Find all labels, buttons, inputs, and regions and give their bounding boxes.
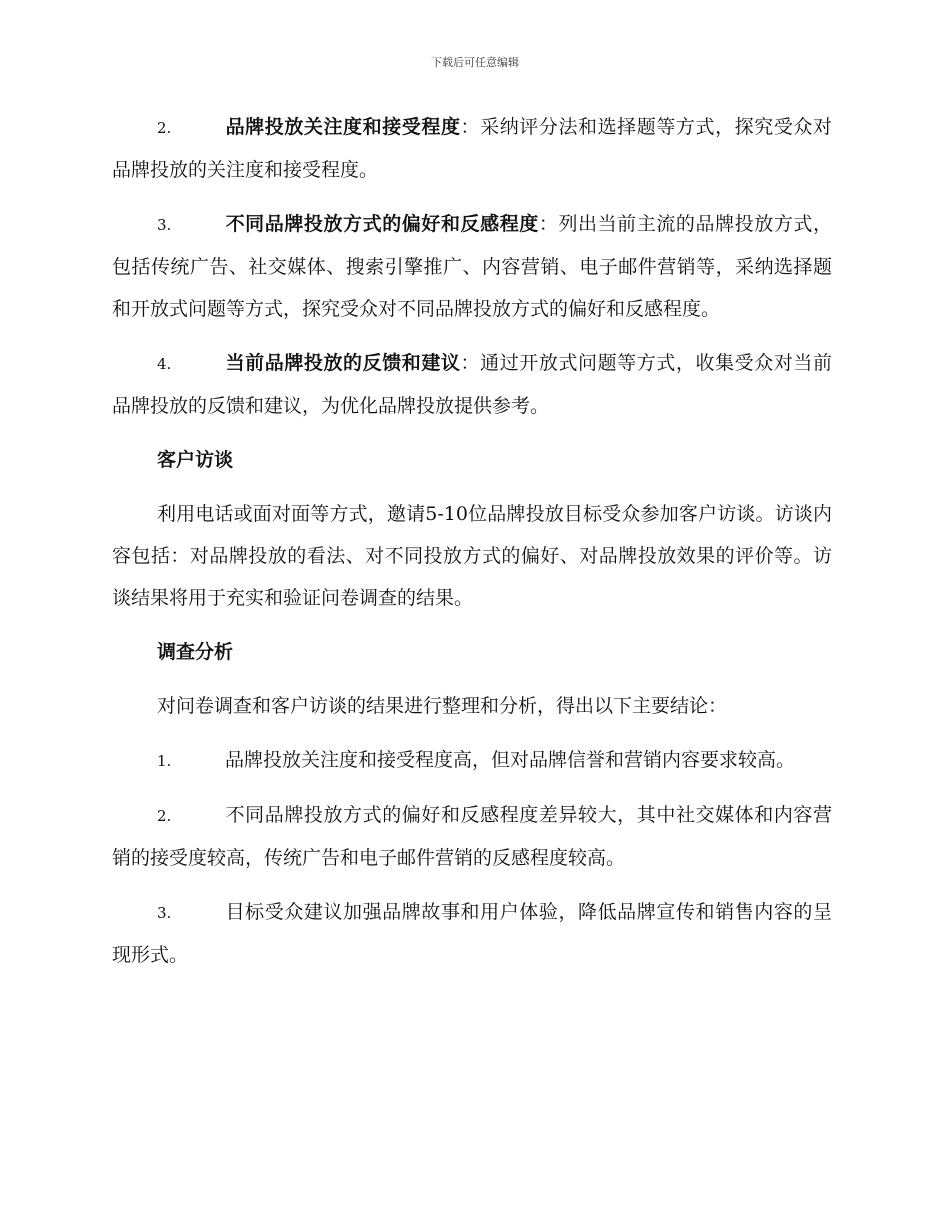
conclusion-item — [112, 739, 832, 782]
item-number: 4. — [157, 355, 172, 373]
item-text: ：通过开放式问题等方式，收集受众对当前品牌投放的反馈和建议，为优化品牌投放提供参考。 — [112, 352, 832, 417]
item-text: ：采纳评分法和选择题等方式，探究受众对品牌投放的关注度和接受程度。 — [112, 116, 832, 181]
document-body — [112, 106, 832, 988]
list-item — [112, 203, 832, 330]
section-heading-analysis: 调查分析 — [157, 641, 234, 663]
list-item — [112, 342, 832, 427]
item-text: 不同品牌投放方式的偏好和反感程度差异较大，其中社交媒体和内容营销的接受度较高，传统广告和电子邮件营销的反感程度较高。 — [112, 804, 832, 869]
item-number: 3. — [157, 904, 172, 922]
section-heading-interview: 客户访谈 — [157, 449, 234, 471]
item-title: 当前品牌投放的反馈和建议 — [225, 352, 461, 374]
conclusion-item — [112, 891, 832, 976]
conclusion-item — [112, 794, 832, 879]
item-title: 不同品牌投放方式的偏好和反感程度 — [225, 213, 539, 235]
item-number: 2. — [157, 807, 172, 825]
page-header: 下载后可任意编辑 — [431, 56, 519, 69]
item-title: 品牌投放关注度和接受程度 — [225, 116, 461, 138]
item-number: 2. — [157, 119, 172, 137]
list-item — [112, 106, 832, 191]
item-text: 品牌投放关注度和接受程度高，但对品牌信誉和营销内容要求较高。 — [225, 749, 796, 771]
interview-paragraph: 利用电话或面对面等方式，邀请5-10位品牌投放目标受众参加客户访谈。访谈内容包括：对品牌投放的看法、对不同投放方式的偏好、对品牌投放效果的评价等。访谈结果将用于充实和验证问卷调查的结果。 — [112, 503, 832, 609]
item-text: ：列出当前主流的品牌投放方式，包括传统广告、社交媒体、搜索引擎推广、内容营销、电子邮件营销等，采纳选择题和开放式问题等方式，探究受众对不同品牌投放方式的偏好和反感程度。 — [112, 213, 832, 320]
analysis-intro: 对问卷调查和客户访谈的结果进行整理和分析，得出以下主要结论： — [157, 695, 728, 717]
item-text: 目标受众建议加强品牌故事和用户体验，降低品牌宣传和销售内容的呈现形式。 — [112, 901, 832, 966]
item-number: 1. — [157, 752, 172, 770]
item-number: 3. — [157, 216, 172, 234]
